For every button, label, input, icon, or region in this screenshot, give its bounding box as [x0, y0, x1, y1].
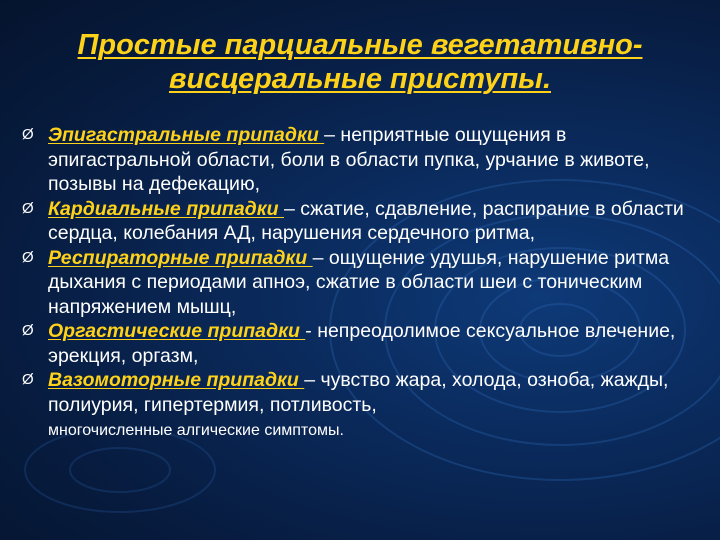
description-vasomotor: – чувство жара, холода, озноба, жажды, полиурия, гипертермия, потливость,	[48, 369, 669, 416]
arrow-bullet-icon: Ø	[22, 248, 34, 266]
list-item-epigastric	[22, 123, 714, 197]
description-orgastic: - непреодолимое сексуальное влечение, эрекция, оргазм,	[48, 320, 676, 367]
term-respiratory: Респираторные припадки	[48, 246, 313, 269]
title-line-1: Простые парциальные вегетативно-	[77, 29, 643, 61]
term-orgastic: Оргастические припадки	[48, 320, 306, 342]
arrow-bullet-icon: Ø	[22, 199, 34, 217]
arrow-bullet-icon: Ø	[22, 126, 34, 143]
list-item-respiratory	[22, 246, 714, 320]
list-item-vasomotor	[22, 368, 714, 444]
description-vasomotor-tail: многочисленные алгические симптомы.	[48, 422, 344, 439]
term-cardiac: Кардиальные припадки	[48, 197, 284, 220]
slide-title	[0, 28, 720, 96]
list-item-cardiac	[22, 197, 714, 246]
seizure-types-list	[22, 123, 714, 444]
description-cardiac: – сжатие, сдавление, распирание в области сердца, колебания АД, нарушения сердечного ритма,	[48, 197, 684, 244]
arrow-bullet-icon: Ø	[22, 322, 34, 339]
description-epigastric: – неприятные ощущения в эпигастральной области, боли в области пупка, урчание в животе, позывы на дефекацию,	[48, 124, 650, 195]
description-respiratory: – ощущение удушья, нарушение ритма дыхания с периодами апноэ, сжатие в области шеи с тоническим напряжением мышц,	[48, 246, 670, 318]
title-line-2: висцеральные приступы.	[168, 63, 552, 95]
arrow-bullet-icon: Ø	[22, 371, 34, 388]
list-item-orgastic	[22, 319, 714, 368]
term-epigastric: Эпигастральные припадки	[48, 124, 325, 146]
term-vasomotor: Вазомоторные припадки	[48, 369, 305, 391]
